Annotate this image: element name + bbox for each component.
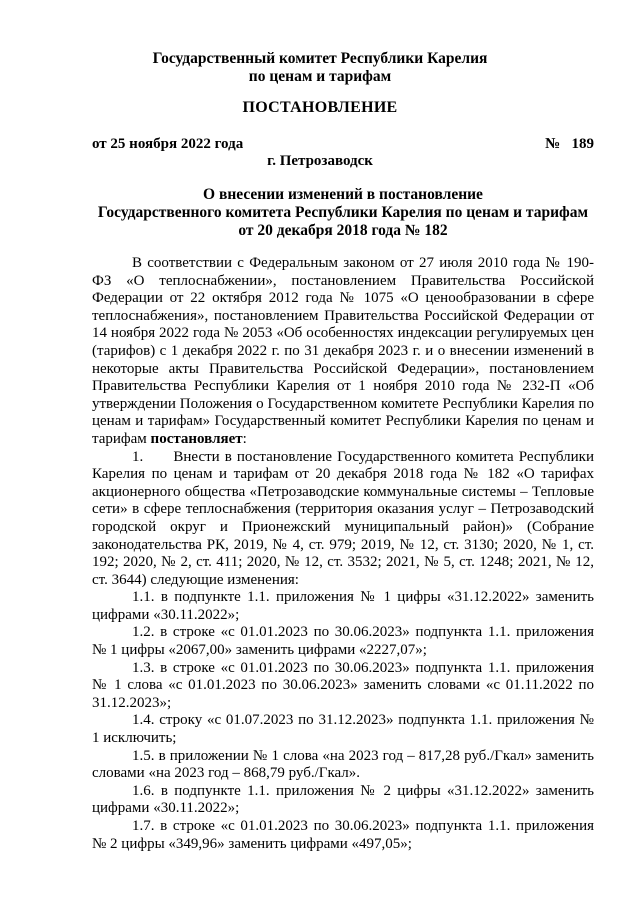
preamble-keyword: постановляет: [150, 430, 243, 447]
document-type: ПОСТАНОВЛЕНИЕ: [242, 99, 398, 116]
issuing-authority: [0, 50, 640, 86]
title-line-3: от 20 декабря 2018 года № 182: [238, 222, 448, 239]
title-line-2: Государственного комитета Республики Карелия по ценам и тарифам: [97, 204, 589, 221]
subitem-1-3: 1.3. в строке «с 01.01.2023 по 30.06.2023» подпункта 1.1. приложения № 1 слова «с 01.01.2023 по 30.06.2023» заменить словами «с 01.11.2022 по 31.12.2023»;: [92, 659, 594, 711]
subitem-1-4: 1.4. строку «с 01.07.2023 по 31.12.2023» подпункта 1.1. приложения № 1 исключить;: [92, 712, 594, 747]
city: г. Петрозаводск: [267, 153, 373, 169]
item-1: 1. Внести в постановление Государственного комитета Республики Карелия по ценам и тарифам от 20 декабря 2018 года № 182 «О тарифах акционерного общества «Петрозаводские коммунальные системы – Тепловые сети» в сфере теплоснабжения (территория оказания услуг – Петрозаводский городской округ и Прионежский муниципальный район)» (Собрание законодательства РК, 2019, № 4, ст. 979; 2019, № 12, ст. 3130; 2020, № 1, ст. 192; 2020, № 2, ст. 411; 2020, № 12, ст. 3532; 2021, № 5, ст. 1248; 2021, № 12, ст. 3644) следующие изменения:: [92, 448, 594, 588]
document-date: от 25 ноября 2022 года: [92, 136, 244, 152]
preamble-paragraph: [92, 255, 594, 449]
authority-line-2: по ценам и тарифам: [248, 68, 392, 85]
document-number: № 189: [545, 136, 594, 152]
subitem-1-2: 1.2. в строке «с 01.01.2023 по 30.06.2023» подпункта 1.1. приложения № 1 цифры «2067,00» заменить цифрами «2227,07»;: [92, 624, 594, 659]
preamble-tail: :: [242, 430, 247, 447]
document-title: [92, 186, 594, 240]
date-number-line: [92, 136, 594, 154]
document-body: [92, 255, 594, 853]
subitem-1-1: 1.1. в подпункте 1.1. приложения № 1 цифры «31.12.2022» заменить цифрами «30.11.2022»;: [92, 589, 594, 623]
subitem-1-5: 1.5. в приложении № 1 слова «на 2023 год – 817,28 руб./Гкал» заменить словами «на 2023 год – 868,79 руб./Гкал».: [92, 747, 594, 782]
authority-line-1: Государственный комитет Республики Карелия: [152, 50, 488, 67]
subitem-1-7: 1.7. в строке «с 01.01.2023 по 30.06.2023» подпункта 1.1. приложения № 2 цифры «349,96» заменить цифрами «497,05»;: [92, 818, 594, 852]
title-line-1: О внесении изменений в постановление: [203, 186, 483, 203]
preamble-text: В соответствии с Федеральным законом от 27 июля 2010 года № 190-ФЗ «О теплоснабжении», постановлением Правительства Российской Федерации от 22 октября 2012 года № 1075 «О ценообразовании в сфере теплоснабжения», постановлением Правительства Российской Федерации от 14 ноября 2022 года № 2053 «Об особенностях индексации регулируемых цен (тарифов) с 1 декабря 2022 г. по 31 декабря 2023 г. и о внесении изменений в некоторые акты Правительства Российской Федерации», постановлением Правительства Республики Карелия от 1 ноября 2010 года № 232-П «Об утверждении Положения о Государственном комитете Республики Карелия по ценам и тарифам» Государственный комитет Республики Карелия по ценам и тарифам: [92, 255, 594, 447]
subitem-1-6: 1.6. в подпункте 1.1. приложения № 2 цифры «31.12.2022» заменить цифрами «30.11.2022»;: [92, 782, 594, 817]
